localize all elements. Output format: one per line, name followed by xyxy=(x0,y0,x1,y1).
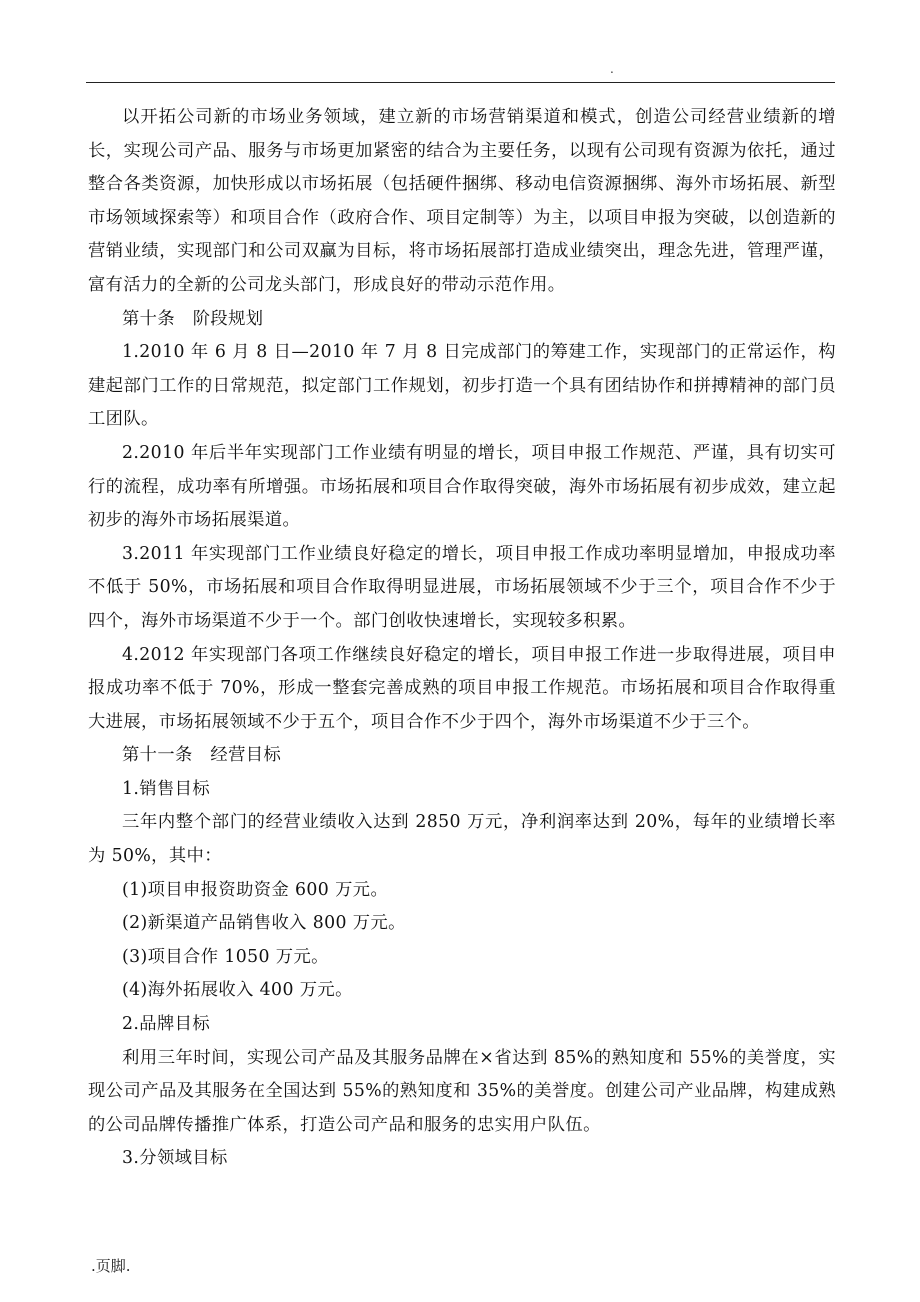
header-mark: . xyxy=(610,62,614,76)
intro-paragraph: 以开拓公司新的市场业务领域，建立新的市场营销渠道和模式，创造公司经营业绩新的增长，实现公司产品、服务与市场更加紧密的结合为主要任务，以现有公司现有资源为依托，通过整合各类资源，加快形成以市场拓展（包括硬件捆绑、移动电信资源捆绑、海外市场拓展、新型市场领域探索等）和项目合作（政府合作、项目定制等）为主，以项目申报为突破，以创造新的营销业绩，实现部门和公司双赢为目标，将市场拓展部打造成业绩突出，理念先进，管理严谨，富有活力的全新的公司龙头部门，形成良好的带动示范作用。 xyxy=(88,107,836,295)
stage-4-paragraph: 4.2012 年实现部门各项工作继续良好稳定的增长，项目申报工作进一步取得进展，项目申报成功率不低于 70%，形成一整套完善成熟的项目申报工作规范。市场拓展和项目合作取得重大进展，市场拓展领域不少于五个，项目合作不少于四个，海外市场渠道不少于三个。 xyxy=(88,644,836,732)
page-footer: .页脚. xyxy=(91,1257,131,1275)
sales-item-3: (3)项目合作 1050 万元。 xyxy=(122,946,329,967)
stage-3-paragraph: 3.2011 年实现部门工作业绩良好稳定的增长，项目申报工作成功率明显增加，申报成功率不低于 50%，市场拓展和项目合作取得明显进展，市场拓展领域不少于三个，项目合作不少于四个，海外市场渠道不少于一个。部门创收快速增长，实现较多积累。 xyxy=(88,543,836,631)
stage-2-paragraph: 2.2010 年后半年实现部门工作业绩有明显的增长，项目申报工作规范、严谨，具有切实可行的流程，成功率有所增强。市场拓展和项目合作取得突破，海外市场拓展有初步成效，建立起初步的海外市场拓展渠道。 xyxy=(88,442,836,531)
sales-item-4: (4)海外拓展收入 400 万元。 xyxy=(122,980,353,1001)
article-10-heading: 第十条 阶段规划 xyxy=(122,308,264,329)
sales-target-paragraph: 三年内整个部门的经营业绩收入达到 2850 万元，净利润率达到 20%，每年的业绩增长率为 50%，其中： xyxy=(88,812,836,867)
header-rule xyxy=(86,82,835,83)
sales-target-heading: 1.销售目标 xyxy=(122,778,211,799)
brand-target-paragraph: 利用三年时间，实现公司产品及其服务品牌在×省达到 85%的熟知度和 55%的美誉度，实现公司产品及其服务在全国达到 55%的熟知度和 35%的美誉度。创建公司产业品牌，构建成熟的公司品牌传播推广体系，打造公司产品和服务的忠实用户队伍。 xyxy=(88,1047,836,1135)
article-11-heading: 第十一条 经营目标 xyxy=(122,745,282,766)
brand-target-heading: 2.品牌目标 xyxy=(122,1014,211,1035)
sales-item-1: (1)项目申报资助资金 600 万元。 xyxy=(122,879,389,900)
sales-item-2: (2)新渠道产品销售收入 800 万元。 xyxy=(122,913,406,934)
domain-target-heading: 3.分领域目标 xyxy=(122,1148,228,1169)
stage-1-paragraph: 1.2010 年 6 月 8 日—2010 年 7 月 8 日完成部门的筹建工作，实现部门的正常运作，构建起部门工作的日常规范，拟定部门工作规划，初步打造一个具有团结协作和拼搏精神的部门员工团队。 xyxy=(88,342,836,430)
document-body xyxy=(88,101,836,1176)
